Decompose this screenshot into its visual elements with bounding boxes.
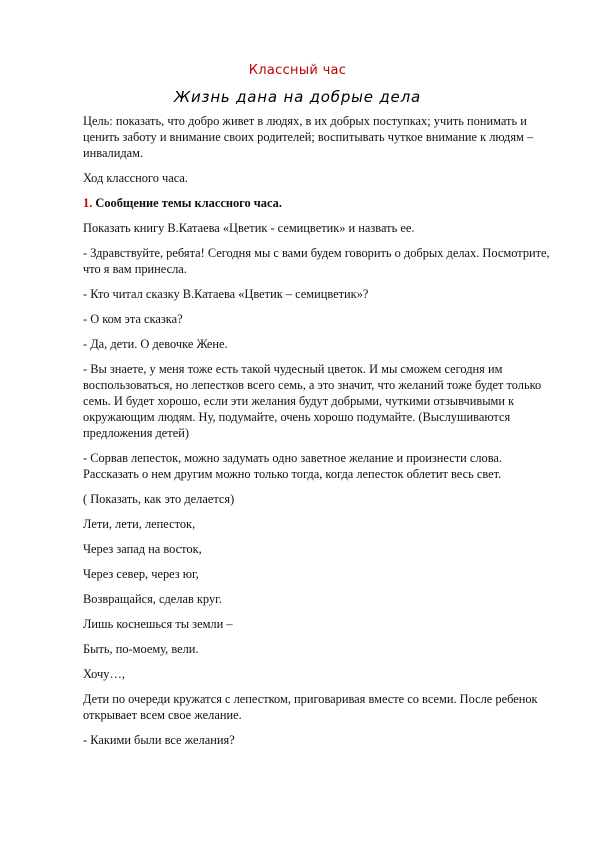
page-title: Жизнь дана на добрые дела [174, 88, 421, 106]
paragraph: ( Показать, как это делается) [83, 492, 235, 506]
section-number: 1. [83, 196, 93, 210]
progress-heading: Ход классного часа. [83, 171, 188, 185]
goal-paragraph: Цель: показать, что добро живет в людях, в их добрых поступках; учить понимать и ценить заботу и внимание своих родителей; воспитывать чуткое внимание к людям – инвалидам. [83, 114, 534, 160]
verse-line: Через север, через юг, [83, 567, 199, 581]
paragraph: - Сорвав лепесток, можно задумать одно заветное желание и произнести слова. Рассказать о нем другим можно только тогда, когда лепесток облетит весь свет. [83, 451, 503, 481]
paragraph: - Какими были все желания? [83, 733, 235, 747]
document-body [83, 113, 553, 757]
paragraph: - Кто читал сказку В.Катаева «Цветик – семицветик»? [83, 287, 369, 301]
section-heading [83, 195, 553, 211]
verse-line: Лишь коснешься ты земли – [83, 617, 233, 631]
verse-line: Через запад на восток, [83, 542, 202, 556]
paragraph: - Здравствуйте, ребята! Сегодня мы с вами будем говорить о добрых делах. Посмотрите, что я вам принесла. [83, 246, 550, 276]
paragraph: - Вы знаете, у меня тоже есть такой чудесный цветок. И мы сможем сегодня им воспользоваться, но лепестков всего семь, а это значит, что желаний тоже будет только семь. И будет хорошо, если эти желания будут добрыми, чуткими отзывчивыми к окружающим людям. Ну, подумайте, очень хорошо подумайте. (Выслушиваются предложения детей) [83, 362, 542, 440]
verse-line: Быть, по-моему, вели. [83, 642, 199, 656]
verse-line: Лети, лети, лепесток, [83, 517, 196, 531]
paragraph: Показать книгу В.Катаева «Цветик - семицветик» и назвать ее. [83, 221, 415, 235]
verse-line: Хочу…, [83, 667, 125, 681]
section-title: Сообщение темы классного часа. [92, 196, 282, 210]
paragraph: - Да, дети. О девочке Жене. [83, 337, 228, 351]
page-kicker: Классный час [248, 63, 347, 78]
paragraph: - О ком эта сказка? [83, 312, 183, 326]
verse-line: Возвращайся, сделав круг. [83, 592, 222, 606]
paragraph: Дети по очереди кружатся с лепестком, приговаривая вместе со всеми. После ребенок открывает всем свое желание. [83, 692, 538, 722]
